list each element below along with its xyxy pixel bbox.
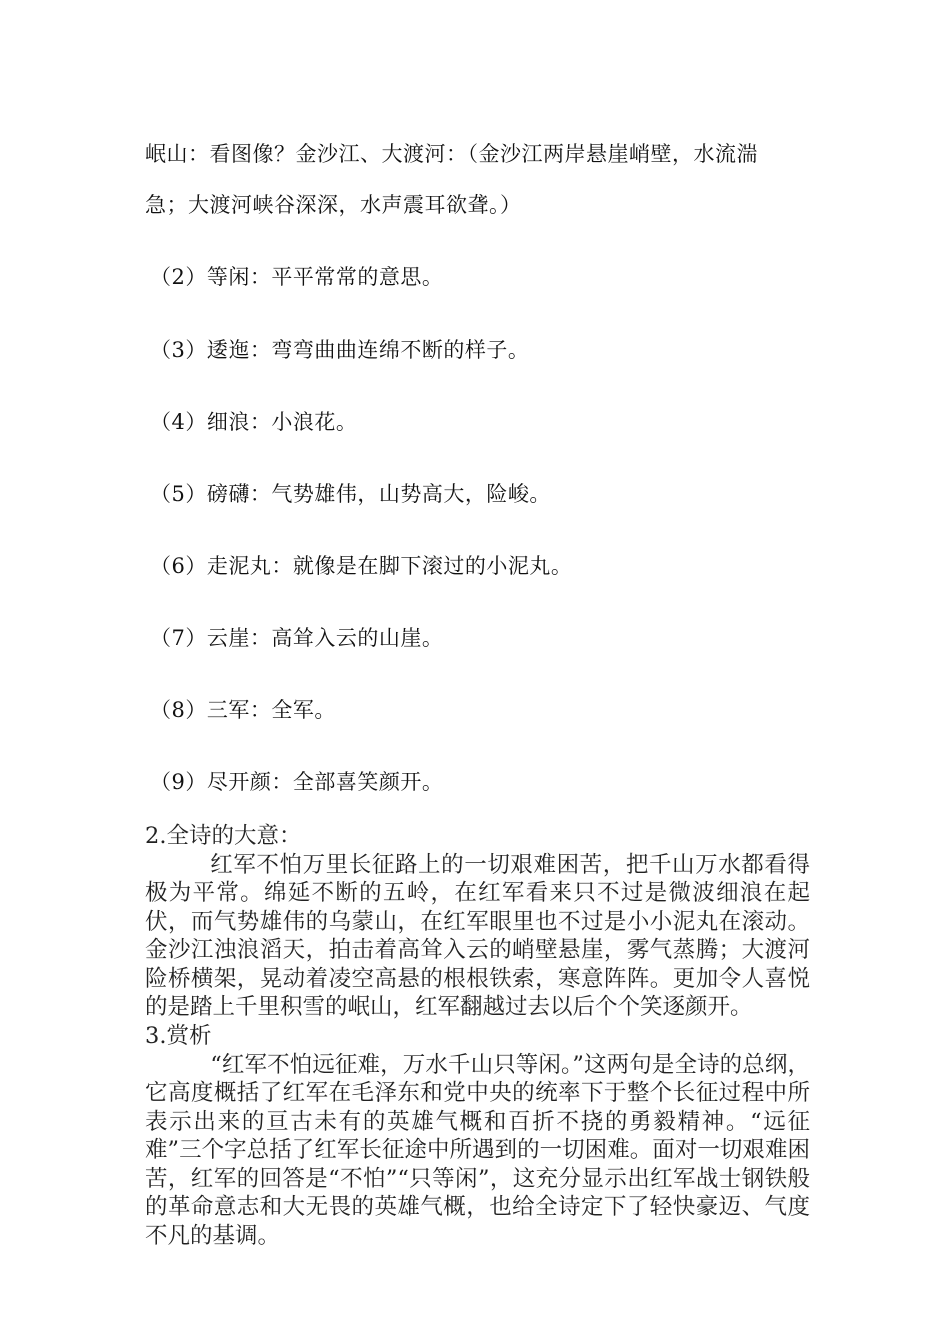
- definition-item: （8）三军：全军。: [150, 698, 336, 722]
- definition-item: （7）云崖：高耸入云的山崖。: [150, 626, 444, 650]
- appreciation-heading: 3.赏析: [145, 1023, 212, 1049]
- appreciation-paragraph: “红军不怕远征难，万水千山只等闲。”这两句是全诗的总纲，它高度概括了红军在毛泽东和党中央的统率下于整个长征过程中所表示出来的亘古未有的英雄气概和百折不挠的勇毅精神。“远征难”三个字总括了红军长征途中所遇到的一切困难。面对一切艰难困苦，红军的回答是“不怕”“只等闲”，这充分显示出红军战士钢铁般的革命意志和大无畏的英雄气概，也给全诗定下了轻快豪迈、气度不凡的基调。: [145, 1051, 810, 1249]
- meaning-heading: 2.全诗的大意：: [145, 823, 302, 849]
- intro-line-1: 岷山：看图像？金沙江、大渡河：（金沙江两岸悬崖峭壁，水流湍: [145, 142, 758, 166]
- definition-item: （6）走泥丸：就像是在脚下滚过的小泥丸。: [150, 554, 573, 578]
- meaning-section: [145, 822, 810, 1022]
- meaning-paragraph: 红军不怕万里长征路上的一切艰难困苦，把千山万水都看得极为平常。绵延不断的五岭，在红军看来只不过是微波细浪在起伏，而气势雄伟的乌蒙山，在红军眼里也不过是小小泥丸在滚动。金沙江浊浪滔天，拍击着高耸入云的峭壁悬崖，雾气蒸腾；大渡河险桥横架，晃动着凌空高悬的根根铁索，寒意阵阵。更加令人喜悦的是踏上千里积雪的岷山，红军翻越过去以后个个笑逐颜开。: [145, 851, 810, 1020]
- definition-item: （9）尽开颜：全部喜笑颜开。: [150, 770, 444, 794]
- definition-item: （4）细浪：小浪花。: [150, 410, 358, 434]
- definition-item: （5）磅礴：气势雄伟，山势高大，险峻。: [150, 482, 551, 506]
- definition-item: （2）等闲：平平常常的意思。: [150, 265, 444, 289]
- definition-item: （3）逶迤：弯弯曲曲连绵不断的样子。: [150, 338, 530, 362]
- appreciation-section: [145, 1022, 810, 1250]
- intro-line-2: 急；大渡河峡谷深深，水声震耳欲聋。）: [145, 193, 522, 217]
